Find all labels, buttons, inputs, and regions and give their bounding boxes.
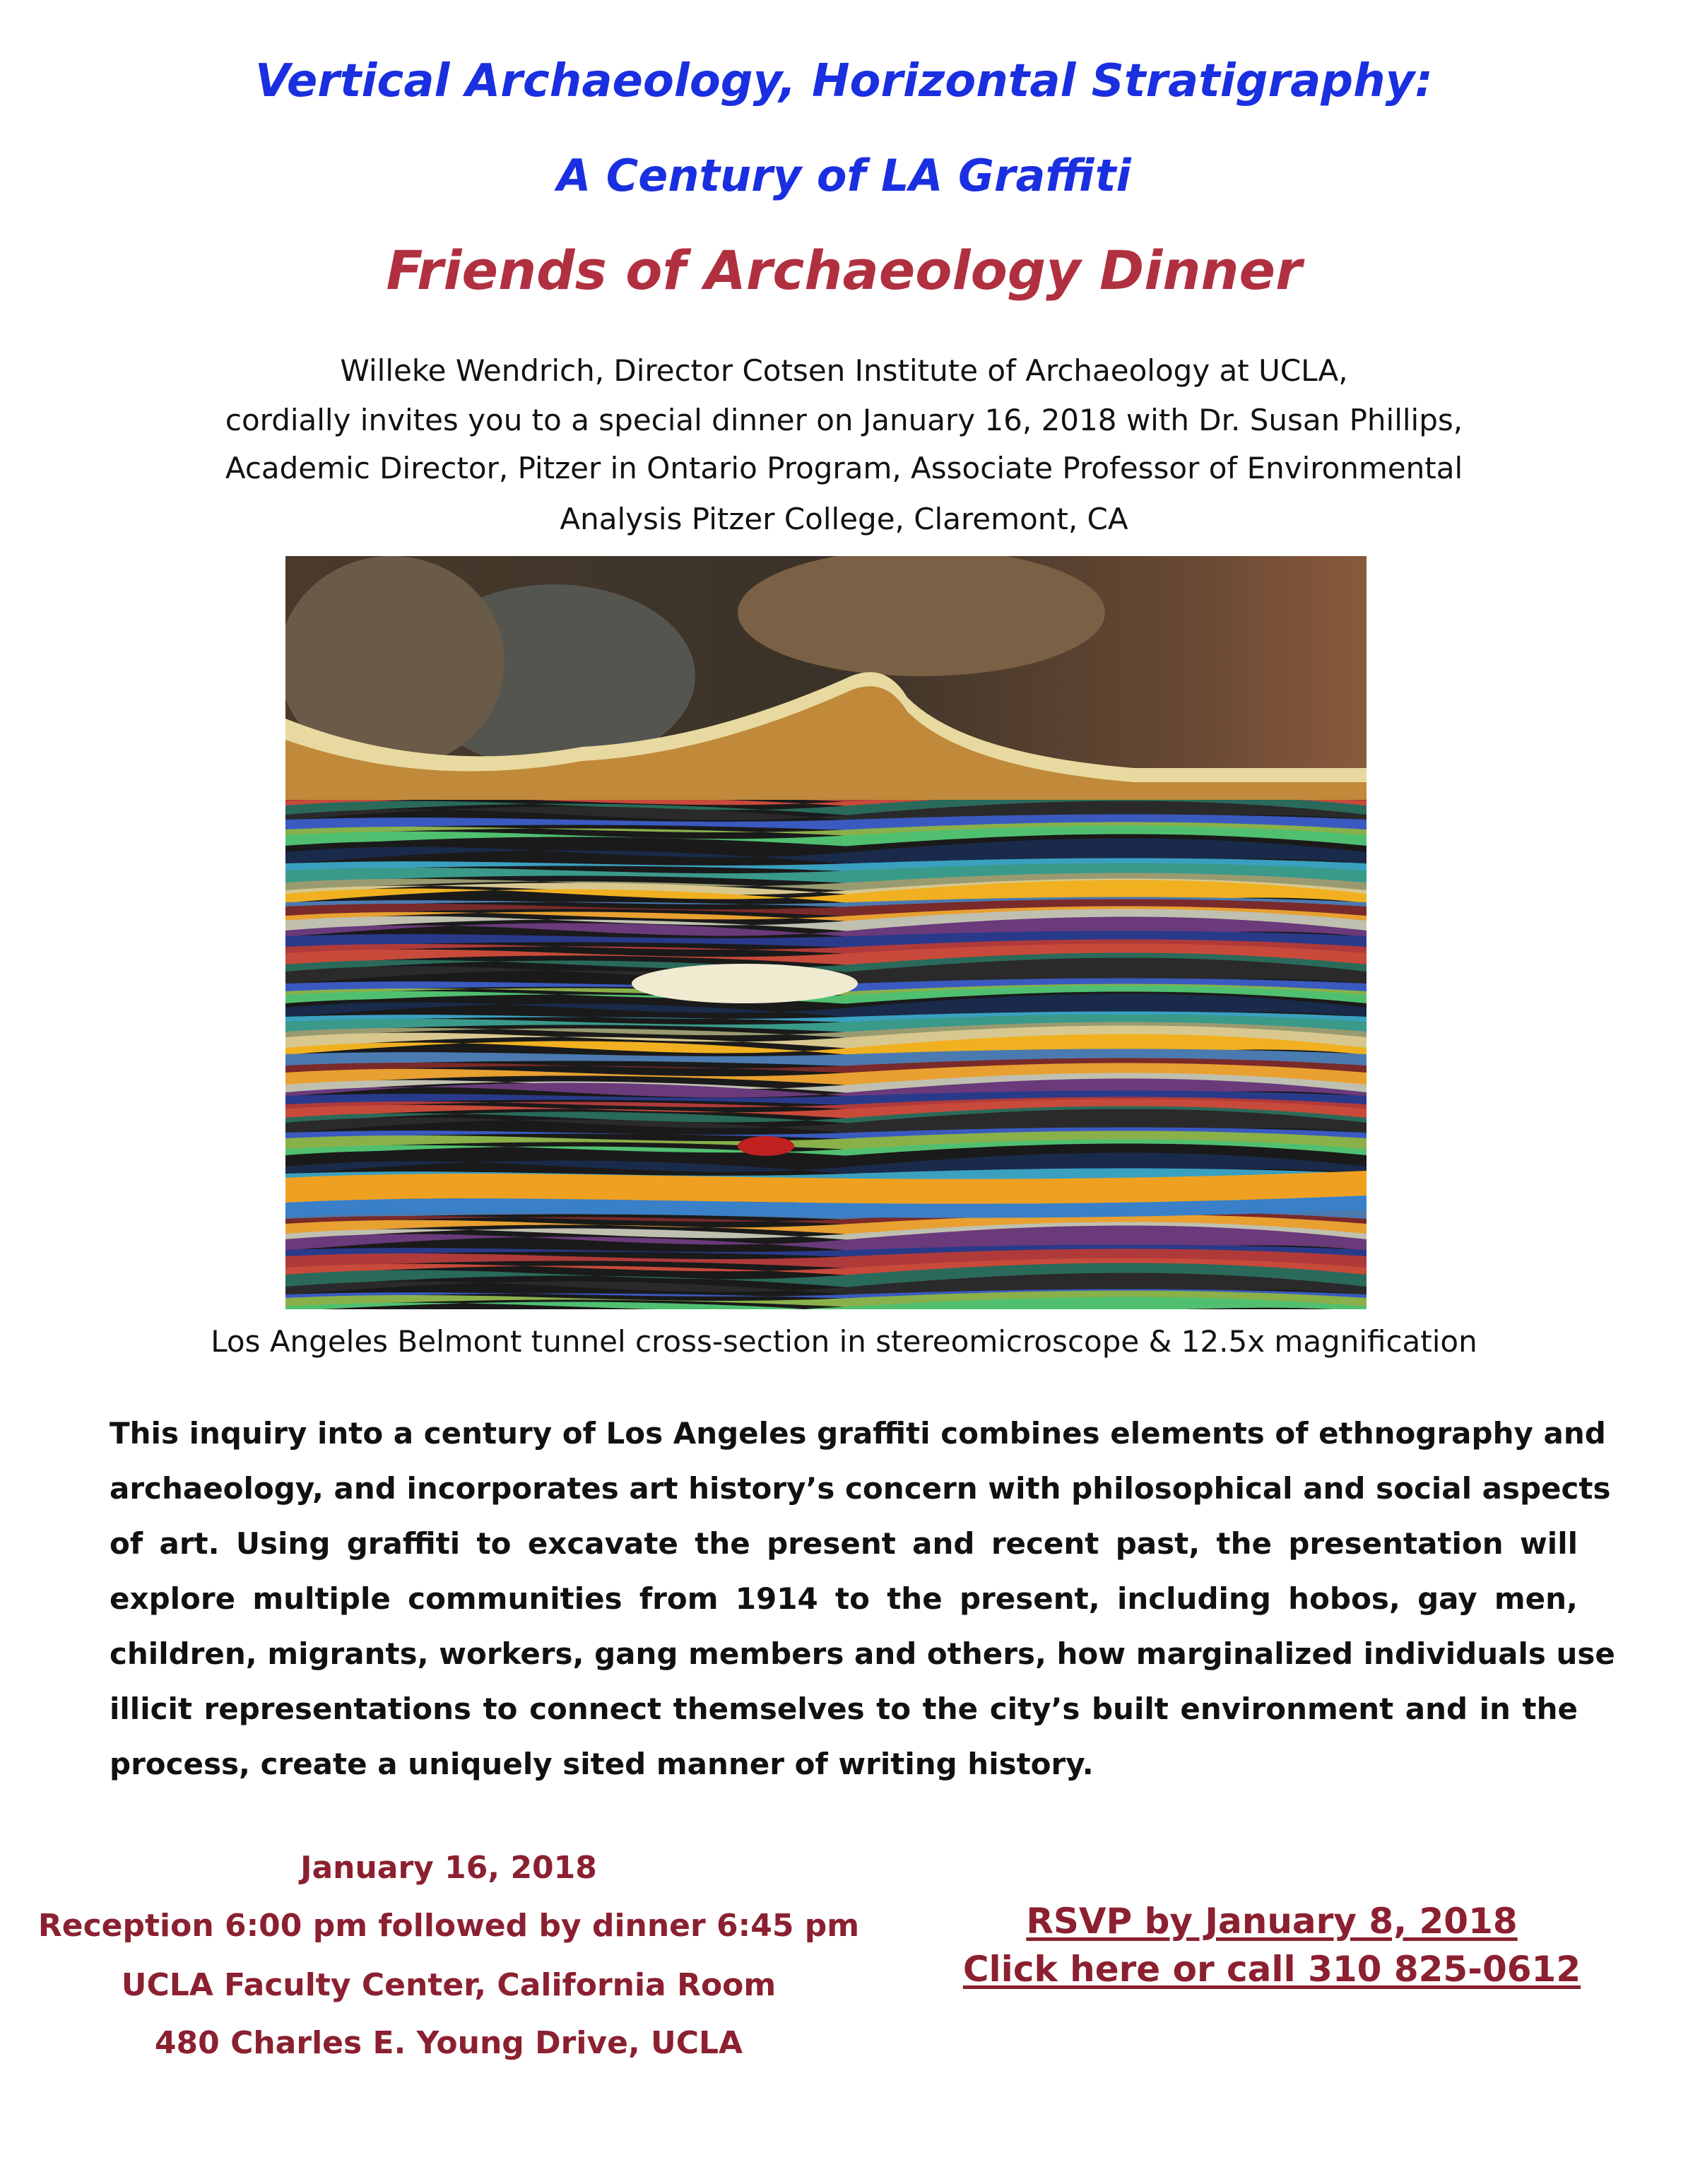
title-line-1: Vertical Archaeology, Horizontal Stratigraphy: xyxy=(255,55,1433,107)
title-line-2: A Century of LA Graffiti xyxy=(557,150,1131,201)
event-venue: UCLA Faculty Center, California Room xyxy=(121,1967,777,2003)
rsvp-click-here-link[interactable]: Click here or call 310 825-0612 xyxy=(962,1949,1581,1990)
event-address: 480 Charles E. Young Drive, UCLA xyxy=(154,2025,743,2061)
description-line: illicit representations to connect themselves to the city’s built environment and in the xyxy=(110,1692,1578,1726)
invitation-line: cordially invites you to a special dinner on January 16, 2018 with Dr. Susan Phillips, xyxy=(225,403,1463,437)
description-line: This inquiry into a century of Los Angeles graffiti combines elements of ethnography and xyxy=(110,1416,1606,1451)
description-line: process, create a uniquely sited manner of writing history. xyxy=(110,1747,1094,1781)
description-line: of art. Using graffiti to excavate the present and recent past, the presentation will xyxy=(110,1526,1578,1561)
invitation-line: Academic Director, Pitzer in Ontario Program, Associate Professor of Environmental xyxy=(225,451,1463,485)
description-line: explore multiple communities from 1914 to the present, including hobos, gay men, xyxy=(110,1581,1578,1616)
event-name: Friends of Archaeology Dinner xyxy=(386,239,1302,302)
event-date: January 16, 2018 xyxy=(300,1850,597,1886)
photo-caption: Los Angeles Belmont tunnel cross-section in stereomicroscope & 12.5x magnification xyxy=(211,1324,1477,1359)
invitation-line: Analysis Pitzer College, Claremont, CA xyxy=(560,502,1128,536)
description-line: archaeology, and incorporates art history’s concern with philosophical and social aspects xyxy=(110,1471,1611,1506)
event-schedule: Reception 6:00 pm followed by dinner 6:45 pm xyxy=(37,1908,860,1944)
invitation-line: Willeke Wendrich, Director Cotsen Institute of Archaeology at UCLA, xyxy=(340,353,1348,388)
description-line: children, migrants, workers, gang members and others, how marginalized individuals use xyxy=(110,1636,1615,1671)
stratigraphy-photo xyxy=(285,556,1367,1309)
rsvp-deadline-link[interactable]: RSVP by January 8, 2018 xyxy=(1026,1901,1518,1942)
